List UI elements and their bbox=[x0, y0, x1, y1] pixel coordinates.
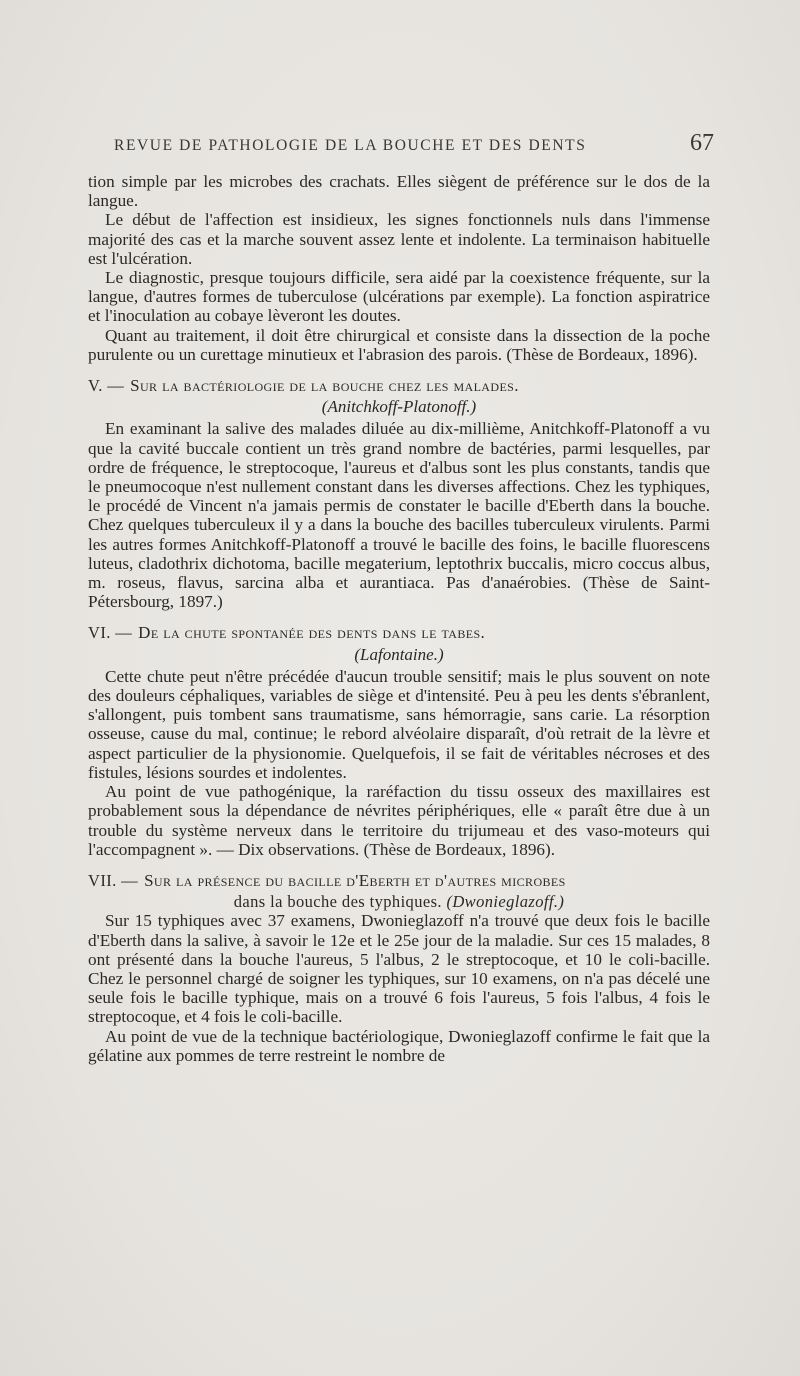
section-number: V. — bbox=[88, 376, 125, 396]
section-title-continued: dans la bouche des typhiques. bbox=[233, 892, 442, 912]
section-heading-vii-line2 bbox=[88, 892, 710, 911]
section-author: (Anitchkoff-Platonoff.) bbox=[321, 397, 477, 417]
paragraph: Au point de vue de la technique bactériologique, Dwonieglazoff confirme le fait que la gélatine aux pommes de terre restreint le nombre de bbox=[88, 1026, 710, 1065]
paragraph: En examinant la salive des malades diluée au dix-millième, Anitchkoff-Platonoff a vu que la cavité buccale contient un très grand nombre de bactéries, parmi lesquelles, par ordre de fréquence, le streptocoque, l'aureus et d'albus sont les plus constants, tandis que le pneumocoque n'est nullement constant dans les diverses affections. Chez les typhiques, le procédé de Vincent n'a jamais permis de constater le bacille d'Eberth dans la bouche. Chez quelques tuberculeux il y a dans la bouche des bacilles tuberculeux virulents. Parmi les autres formes Anitchkoff-Platonoff a trouvé le bacille des foins, le bacille fluorescens luteus, cladothrix dichotoma, bacille megaterium, leptothrix buccalis, micro coccus albus, m. roseus, flavus, sarcina alba et aurantiaca. Pas d'anaérobies. (Thèse de Saint-Pétersbourg, 1897.) bbox=[88, 419, 710, 612]
section-title: Sur la bactériologie de la bouche chez les malades. bbox=[130, 376, 519, 396]
header-title: REVUE DE PATHOLOGIE DE LA BOUCHE ET DES DENTS bbox=[114, 137, 587, 154]
section-title: De la chute spontanée des dents dans le tabes. bbox=[138, 623, 486, 643]
paragraph: Au point de vue pathogénique, la raréfaction du tissu osseux des maxillaires est probablement sous la dépendance de névrites périphériques, elle « paraît être due à un trouble du système nerveux dans le territoire du trijumeau et des vaso-moteurs qui l'accompagnent ». — Dix observations. (Thèse de Bordeaux, 1896). bbox=[88, 782, 710, 859]
paragraph: Le début de l'affection est insidieux, les signes fonctionnels nuls dans l'immense majorité des cas et la marche souvent assez lente et indolente. La terminaison habituelle est l'ulcération. bbox=[88, 210, 710, 268]
section-author: (Lafontaine.) bbox=[354, 644, 444, 664]
section-title: Sur la présence du bacille d'Eberth et d'autres microbes bbox=[144, 870, 566, 890]
section-number: VII. — bbox=[88, 870, 139, 890]
paragraph: Quant au traitement, il doit être chirurgical et consiste dans la dissection de la poche purulente ou un curettage minutieux et l'abrasion des parois. (Thèse de Bordeaux, 1896). bbox=[88, 325, 710, 364]
body-text bbox=[88, 172, 710, 1065]
running-header bbox=[114, 130, 714, 157]
section-number: VI. — bbox=[88, 623, 133, 643]
section-author: (Dwonieglazoff.) bbox=[446, 892, 565, 912]
paragraph: tion simple par les microbes des crachats. Elles siègent de préférence sur le dos de la langue. bbox=[88, 172, 710, 211]
page-number: 67 bbox=[690, 130, 714, 156]
section-heading-vii bbox=[88, 871, 710, 890]
paragraph: Sur 15 typhiques avec 37 examens, Dwonieglazoff n'a trouvé que deux fois le bacille d'Eberth dans la salive, à savoir le 12e et le 25e jour de la maladie. Sur ces 15 malades, 8 ont présenté dans la bouche l'aureus, 5 l'albus, 2 le streptocoque, et 10 le coli-bacille. Chez le personnel chargé de soigner les typhiques, sur 10 examens, on n'a pas décelé une seule fois le bacille typhique, mais on a trouvé 6 fois l'aureus, 5 fois l'albus, 4 fois le streptocoque, et 4 fois le coli-bacille. bbox=[88, 911, 710, 1027]
paragraph: Cette chute peut n'être précédée d'aucun trouble sensitif; mais le plus souvent on note des douleurs céphaliques, variables de siège et d'intensité. Peu à peu les dents s'ébranlent, s'allongent, puis tombent sans traumatisme, sans hémorragie, sans carie. La résorption osseuse, cause du mal, continue; le rebord alvéolaire disparaît, d'où retrait de la lèvre et aspect particulier de la physionomie. Quelquefois, il se fait de véritables nécroses et des fistules, lésions sourdes et indolentes. bbox=[88, 666, 710, 782]
section-heading-v bbox=[88, 376, 710, 395]
paragraph: Le diagnostic, presque toujours difficile, sera aidé par la coexistence fréquente, sur la langue, d'autres formes de tuberculose (ulcérations par exemple). La fonction aspiratrice et l'inoculation au cobaye lèveront les doutes. bbox=[88, 268, 710, 326]
section-heading-vi bbox=[88, 623, 710, 642]
